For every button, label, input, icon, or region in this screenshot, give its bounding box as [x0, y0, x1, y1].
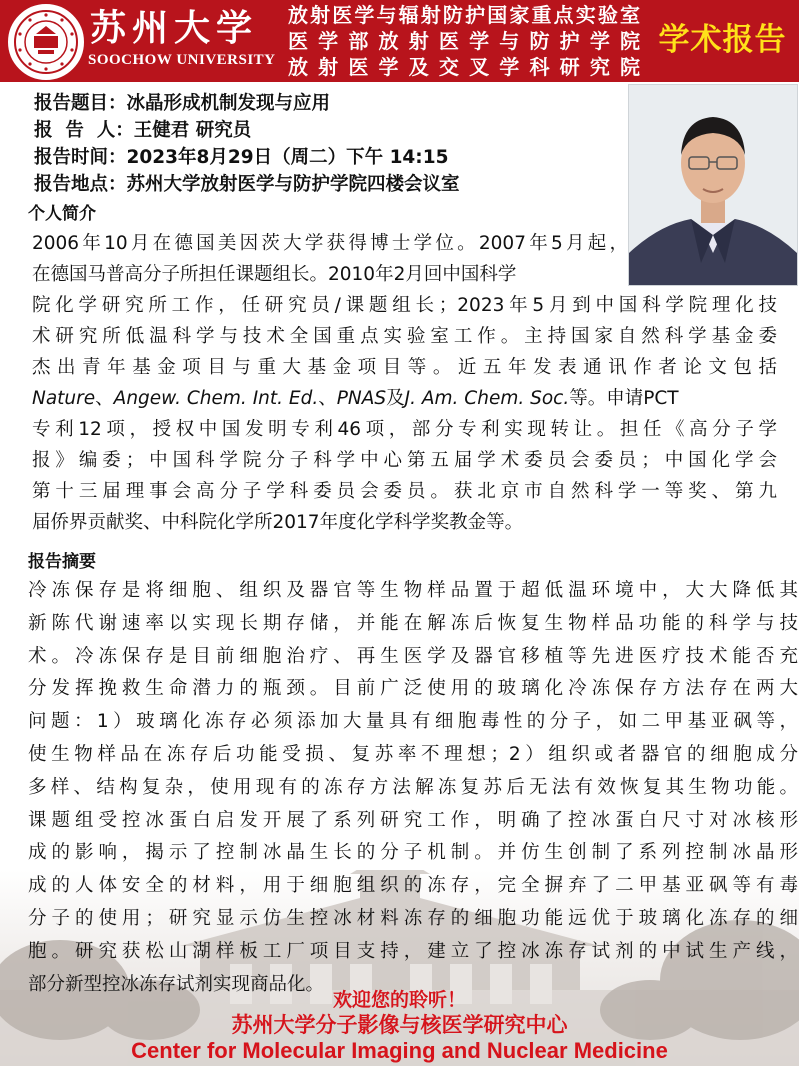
logo-english-name: SOOCHOW UNIVERSITY: [88, 52, 276, 68]
journal-angew: Angew. Chem. Int. Ed.: [113, 388, 319, 409]
time-value: 2023年8月29日（周二）下午 14:15: [126, 147, 449, 168]
abstract-line: 新陈代谢速率以实现长期存储，并能在解冻后恢复生物样品功能的科学与技: [28, 612, 798, 634]
bio-line: 术研究所低温科学与技术全国重点实验室工作。主持国家自然科学基金委: [32, 326, 777, 347]
report-info: [34, 90, 624, 198]
abstract-line: 冷冻保存是将细胞、组织及器官等生物样品置于超低温环境中，大大降低其: [28, 580, 798, 601]
abstract-heading: 报告摘要: [28, 552, 96, 572]
journal-and: 及: [386, 388, 405, 409]
abstract-line: 部分新型控冰冻存试剂实现商品化。: [28, 973, 325, 995]
abstract-line: 胞。研究获松山湖样板工厂项目支持，建立了控冰冻存试剂的中试生产线，: [28, 940, 798, 962]
bio-journals-line: [32, 383, 777, 414]
place-value: 苏州大学放射医学与防护学院四楼会议室: [126, 174, 460, 195]
org-line-school: 医学部放射医学与防护学院: [288, 29, 640, 53]
abstract-line: 分发挥挽救生命潜力的瓶颈。目前广泛使用的玻璃化冷冻保存方法存在两大: [28, 678, 798, 700]
abstract-line: 多样、结构复杂，使用现有的冻存方法解冻复苏后无法有效恢复其生物功能。: [28, 776, 798, 798]
time-row: [34, 144, 624, 171]
report-title-label: 报告题目：: [34, 93, 127, 114]
bio-line: 院化学研究所工作，任研究员/课题组长；2023年5月到中国科学院理化技: [32, 295, 777, 316]
journal-tail: 等。申请PCT: [569, 388, 679, 409]
speaker-label: 报 告 人：: [34, 120, 134, 141]
place-label: 报告地点：: [34, 174, 127, 195]
bio-heading: 个人简介: [28, 204, 96, 224]
logo-chinese-name: 苏州大学: [90, 7, 259, 49]
speaker-value: 王健君 研究员: [133, 120, 252, 141]
bio-text: [32, 228, 777, 538]
organization-lines: [288, 0, 640, 82]
bio-line: 报》编委；中国科学院分子科学中心第五届学术委员会委员；中国化学会: [32, 450, 777, 471]
abstract-line: 课题组受控冰蛋白启发开展了系列研究工作，明确了控冰蛋白尺寸对冰核形: [28, 809, 798, 831]
abstract-line: 问题：1）玻璃化冻存必须添加大量具有细胞毒性的分子，如二甲基亚砜等，: [28, 711, 798, 733]
speaker-row: [34, 117, 624, 144]
academic-report-banner: 学术报告: [658, 22, 787, 58]
center-name-cn: 苏州大学分子影像与核医学研究中心: [231, 1013, 568, 1037]
bio-line: 届侨界贡献奖、中科院化学所2017年度化学科学奖教金等。: [32, 512, 524, 533]
report-title-row: [34, 90, 624, 117]
journal-separator: 、: [318, 388, 337, 409]
abstract-text: [28, 575, 798, 1001]
bio-line: 在德国马普高分子所担任课题组长。2010年2月回中国科学: [32, 264, 517, 285]
abstract-line: 分子的使用；研究显示仿生控冰材料冻存的细胞功能远优于玻璃化冻存的细: [28, 907, 798, 929]
bio-line: 2006年10月在德国美因茨大学获得博士学位。2007年5月起，: [32, 233, 628, 254]
header-bar: [0, 0, 799, 82]
bio-line: 专利12项，授权中国发明专利46项，部分专利实现转让。担任《高分子学: [32, 419, 777, 440]
journal-jacs: J. Am. Chem. Soc.: [404, 388, 570, 409]
org-line-lab: 放射医学与辐射防护国家重点实验室: [288, 3, 640, 27]
abstract-line: 术。冷冻保存是目前细胞治疗、再生医学及器官移植等先进医疗技术能否充: [28, 645, 798, 667]
center-name-en: Center for Molecular Imaging and Nuclear Medicine: [131, 1038, 668, 1063]
bio-line: 第十三届理事会高分子学科委员会委员。获北京市自然科学一等奖、第九: [32, 481, 777, 502]
journal-separator: 、: [95, 388, 114, 409]
journal-nature: Nature: [32, 388, 96, 409]
time-label: 报告时间：: [34, 147, 127, 168]
abstract-line: 成的人体安全的材料，用于细胞组织的冻存，完全摒弃了二甲基亚砜等有毒: [28, 875, 798, 897]
welcome-text: 欢迎您的聆听！: [332, 989, 466, 1011]
org-line-institute: 放射医学及交叉学科研究院: [288, 55, 640, 79]
abstract-line: 使生物样品在冻存后功能受损、复苏率不理想；2）组织或者器官的细胞成分: [28, 743, 798, 765]
journal-pnas: PNAS: [336, 388, 387, 409]
speaker-photo: [628, 84, 798, 286]
abstract-line: 成的影响，揭示了控制冰晶生长的分子机制。并仿生创制了系列控制冰晶形: [28, 842, 798, 864]
place-row: [34, 171, 624, 198]
bio-line: 杰出青年基金项目与重大基金项目等。近五年发表通讯作者论文包括: [32, 357, 777, 378]
report-title-value: 冰晶形成机制发现与应用: [126, 93, 331, 114]
university-seal-icon: [8, 4, 84, 80]
